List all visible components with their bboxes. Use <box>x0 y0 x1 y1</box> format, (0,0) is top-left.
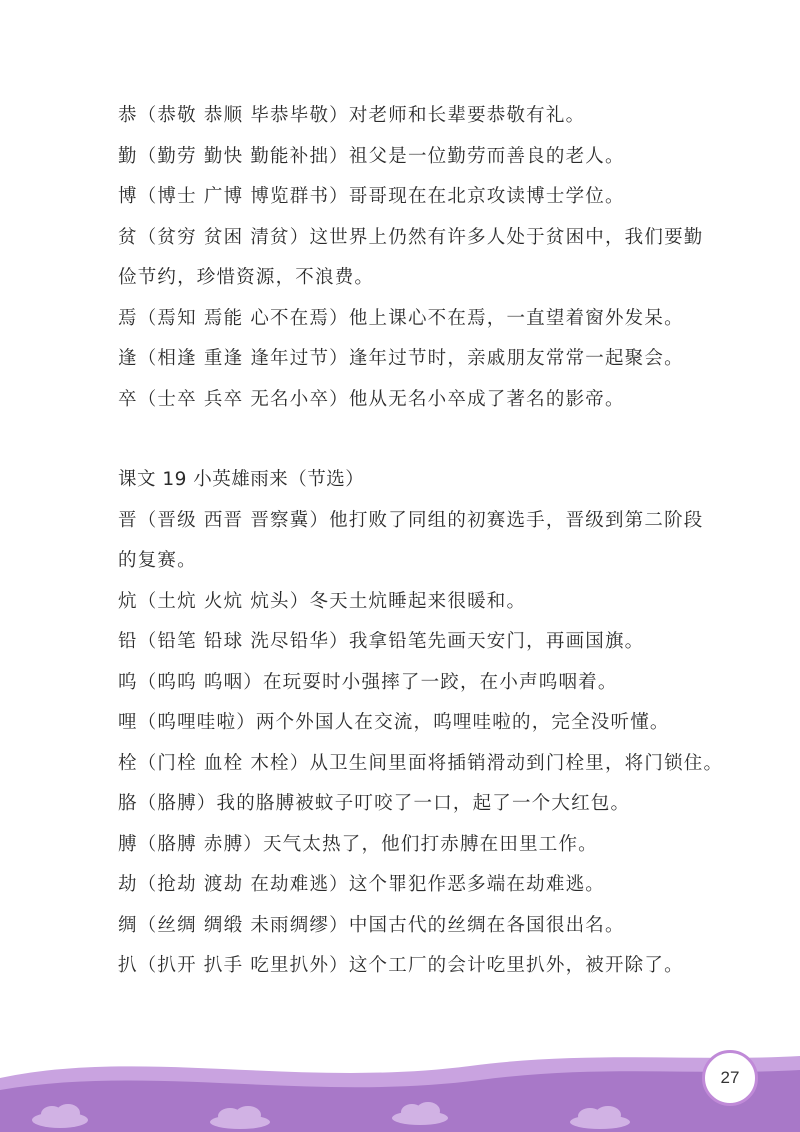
page-number-badge <box>702 1050 758 1106</box>
text-line: 的复赛。 <box>118 550 197 571</box>
text-line: 恭（恭敬 恭顺 毕恭毕敬）对老师和长辈要恭敬有礼。 <box>118 105 586 126</box>
text-line: 膊（胳膊 赤膊）天气太热了，他们打赤膊在田里工作。 <box>118 833 598 855</box>
text-line: 铅（铅笔 铅球 洗尽铅华）我拿铅笔先画天安门，再画国旗。 <box>118 631 645 652</box>
lesson-title: 课文 19 小英雄雨来（节选） <box>118 469 365 490</box>
text-line: 胳（胳膊）我的胳膊被蚊子叮咬了一口，起了一个大红包。 <box>118 793 631 814</box>
text-line: 晋（晋级 西晋 晋察冀）他打败了同组的初赛选手，晋级到第二阶段 <box>118 509 704 531</box>
text-line: 博（博士 广博 博览群书）哥哥现在在北京攻读博士学位。 <box>118 186 625 207</box>
text-line: 焉（焉知 焉能 心不在焉）他上课心不在焉，一直望着窗外发呆。 <box>118 307 684 329</box>
section-gap <box>118 420 718 460</box>
page-content <box>118 96 724 987</box>
text-line: 炕（土炕 火炕 炕头）冬天土炕睡起来很暖和。 <box>118 590 527 612</box>
text-line: 贫（贫穷 贫困 清贫）这世界上仍然有许多人处于贫困中，我们要勤 <box>118 226 704 248</box>
text-line: 劫（抢劫 渡劫 在劫难逃）这个罪犯作恶多端在劫难逃。 <box>118 874 605 895</box>
text-line: 逢（相逢 重逢 逢年过节）逢年过节时，亲戚朋友常常一起聚会。 <box>118 348 684 369</box>
text-line: 呜（呜呜 呜咽）在玩耍时小强摔了一跤，在小声呜咽着。 <box>118 671 618 693</box>
text-line: 哩（呜哩哇啦）两个外国人在交流，呜哩哇啦的，完全没听懂。 <box>118 712 670 733</box>
text-line: 栓（门栓 血栓 木栓）从卫生间里面将插销滑动到门栓里，将门锁住。 <box>118 752 724 774</box>
footer-wave-decoration <box>0 1040 800 1132</box>
page-number: 27 <box>720 1068 740 1087</box>
text-line: 卒（士卒 兵卒 无名小卒）他从无名小卒成了著名的影帝。 <box>118 388 625 410</box>
text-line: 勤（勤劳 勤快 勤能补拙）祖父是一位勤劳而善良的老人。 <box>118 145 625 167</box>
text-line: 绸（丝绸 绸缎 未雨绸缪）中国古代的丝绸在各国很出名。 <box>118 914 625 936</box>
text-line: 扒（扒开 扒手 吃里扒外）这个工厂的会计吃里扒外，被开除了。 <box>118 955 684 976</box>
text-line: 俭节约，珍惜资源，不浪费。 <box>118 267 375 288</box>
